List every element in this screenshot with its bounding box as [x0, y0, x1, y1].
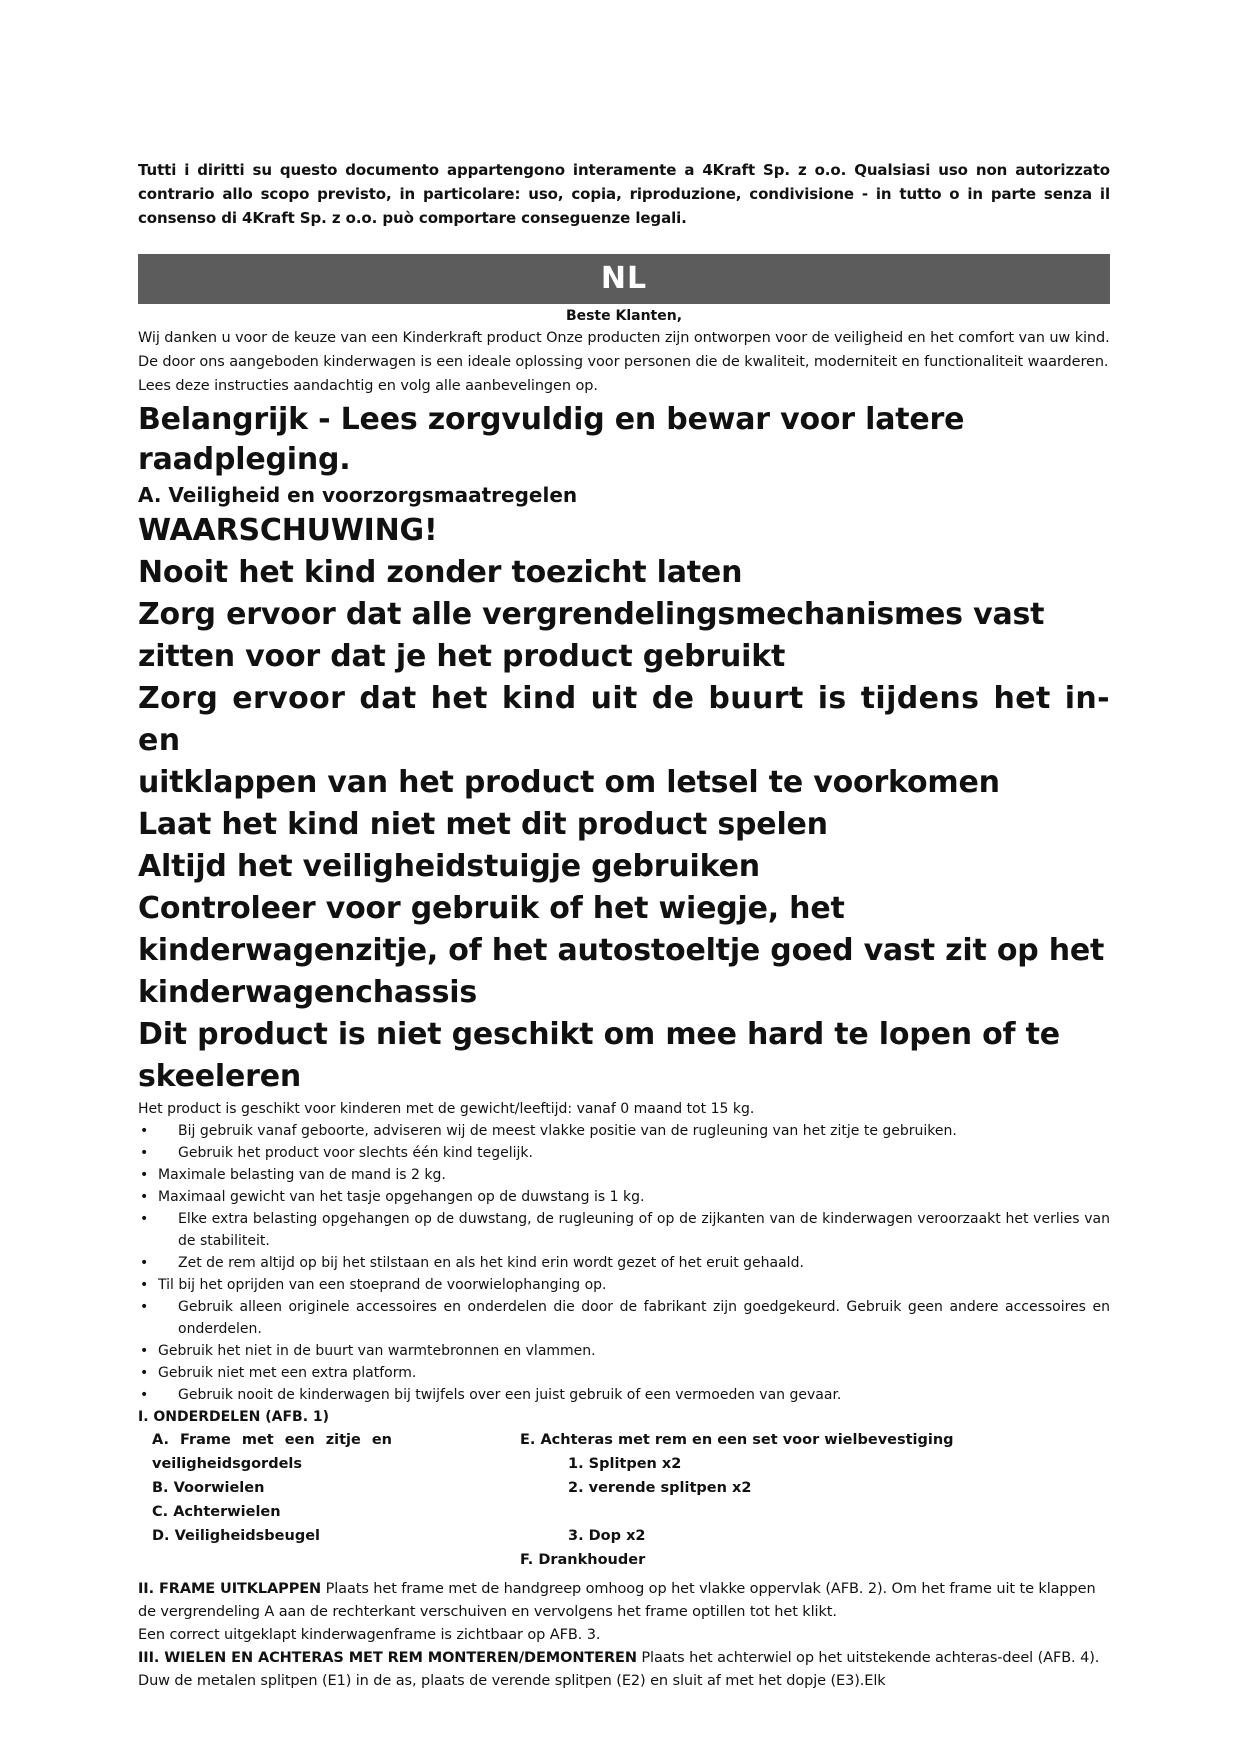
- suitability-text: Het product is geschikt voor kinderen met de gewicht/leeftijd: vanaf 0 maand tot 15 kg.: [138, 1101, 755, 1117]
- safety-heading: A. Veiligheid en voorzorgsmaatregelen: [138, 483, 578, 507]
- parts-list: [138, 1428, 1110, 1578]
- parts-right-column: [520, 1428, 1080, 1572]
- part-item: F. Drankhouder: [520, 1552, 646, 1568]
- intro-paragraph: Wij danken u voor de keuze van een Kinderkraft product Onze producten zijn ontworpen voor de veiligheid en het comfort van uw kind. De door ons aangeboden kinderwagen is een ideale oplossing voor personen die de kwaliteit, moderniteit en functionaliteit waarderen. Lees deze instructies aandachtig en volg alle aanbevelingen op.: [138, 330, 1110, 394]
- section-title: II. FRAME UITKLAPPEN: [138, 1581, 322, 1597]
- list-item: • Gebruik nooit de kinderwagen bij twijfels over een juist gebruik of een vermoeden van gevaar.: [138, 1384, 1110, 1406]
- warning-item: Controleer voor gebruik of het wiegje, het kinderwagenzitje, of het autostoeltje goed vast zit op het kinderwagenchassis: [138, 891, 1105, 1010]
- part-item: B. Voorwielen: [152, 1480, 265, 1496]
- section-frame-note: Een correct uitgeklapt kinderwagenframe is zichtbaar op AFB. 3.: [138, 1627, 601, 1643]
- section-frame-unfold: [138, 1578, 1110, 1624]
- list-item: • Gebruik alleen originele accessoires en onderdelen die door de fabrikant zijn goedgekeurd. Gebruik geen andere accessoires en onderdelen.: [138, 1296, 1110, 1340]
- section-text: Plaats het achterwiel op het uitstekende achteras-deel (AFB. 4). Duw de metalen splitpen (E1) in de as, plaats de verende splitpen (E2) en sluit af met het dopje (E3).Elk: [138, 1650, 1100, 1689]
- section-text: Plaats het frame met de handgreep omhoog op het vlakke oppervlak (AFB. 2). Om het frame uit te klappen de vergrendeling A aan de rechterkant verschuiven en vervolgens het frame optillen tot het klikt.: [138, 1581, 1096, 1620]
- greeting: Beste Klanten,: [565, 308, 683, 324]
- warning-item: Laat het kind niet met dit product spelen: [138, 807, 828, 842]
- page-content: [138, 158, 1110, 1693]
- part-subitem: 3. Dop x2: [568, 1528, 646, 1544]
- list-item: • Bij gebruik vanaf geboorte, adviseren wij de meest vlakke positie van de rugleuning van het zitje te gebruiken.: [138, 1120, 1110, 1142]
- part-subitem: 2. verende splitpen x2: [568, 1480, 752, 1496]
- warning-item: Nooit het kind zonder toezicht laten: [138, 555, 743, 590]
- list-item: • Elke extra belasting opgehangen op de duwstang, de rugleuning of op de zijkanten van de kinderwagen veroorzaakt het verlies van de stabiliteit.: [138, 1208, 1110, 1252]
- warning-title: WAARSCHUWING!: [138, 513, 438, 548]
- part-item: C. Achterwielen: [152, 1504, 281, 1520]
- parts-heading: I. ONDERDELEN (AFB. 1): [138, 1409, 330, 1425]
- safety-bullet-list: [138, 1120, 1110, 1406]
- list-item: • Gebruik niet met een extra platform.: [138, 1362, 1110, 1384]
- list-item: • Til bij het oprijden van een stoeprand de voorwielophanging op.: [138, 1274, 1110, 1296]
- section-title: III. WIELEN EN ACHTERAS MET REM MONTEREN/DEMONTEREN: [138, 1650, 637, 1666]
- list-item: • Zet de rem altijd op bij het stilstaan en als het kind erin wordt gezet of het eruit gehaald.: [138, 1252, 1110, 1274]
- warning-item-line: uitklappen van het product om letsel te voorkomen: [138, 765, 1000, 800]
- copyright-notice: Tutti i diritti su questo documento appartengono interamente a 4Kraft Sp. z o.o. Qualsiasi uso non autorizzato contrario allo scopo previsto, in particolare: uso, copia, riproduzione, condivisione - in tutto o in parte senza il consenso di 4Kraft Sp. z o.o. può comportare conseguenze legali.: [138, 161, 1110, 227]
- part-item: veiligheidsgordels: [152, 1456, 303, 1472]
- part-item: E. Achteras met rem en een set voor wielbevestiging: [520, 1432, 954, 1448]
- warning-item: Dit product is niet geschikt om mee hard te lopen of te skeeleren: [138, 1017, 1060, 1094]
- list-item: • Gebruik het niet in de buurt van warmtebronnen en vlammen.: [138, 1340, 1110, 1362]
- language-header-bar: [138, 254, 1110, 304]
- part-item: D. Veiligheidsbeugel: [152, 1528, 321, 1544]
- part-item: A. Frame met een zitje en: [152, 1432, 392, 1448]
- parts-left-column: [152, 1428, 392, 1548]
- warning-item: Altijd het veiligheidstuigje gebruiken: [138, 849, 760, 884]
- language-code: NL: [600, 261, 648, 296]
- list-item: • Maximale belasting van de mand is 2 kg.: [138, 1164, 1110, 1186]
- warning-item-line: Zorg ervoor dat het kind uit de buurt is tijdens het in- en: [138, 681, 1110, 758]
- warning-item: Zorg ervoor dat alle vergrendelingsmechanismes vast zitten voor dat je het product gebruikt: [138, 597, 1045, 674]
- spacer: [520, 1500, 1080, 1524]
- list-item: • Maximaal gewicht van het tasje opgehangen op de duwstang is 1 kg.: [138, 1186, 1110, 1208]
- section-wheels: [138, 1647, 1110, 1693]
- part-subitem: 1. Splitpen x2: [568, 1456, 682, 1472]
- important-heading: Belangrijk - Lees zorgvuldig en bewar voor latere raadpleging.: [138, 402, 965, 477]
- list-item: • Gebruik het product voor slechts één kind tegelijk.: [138, 1142, 1110, 1164]
